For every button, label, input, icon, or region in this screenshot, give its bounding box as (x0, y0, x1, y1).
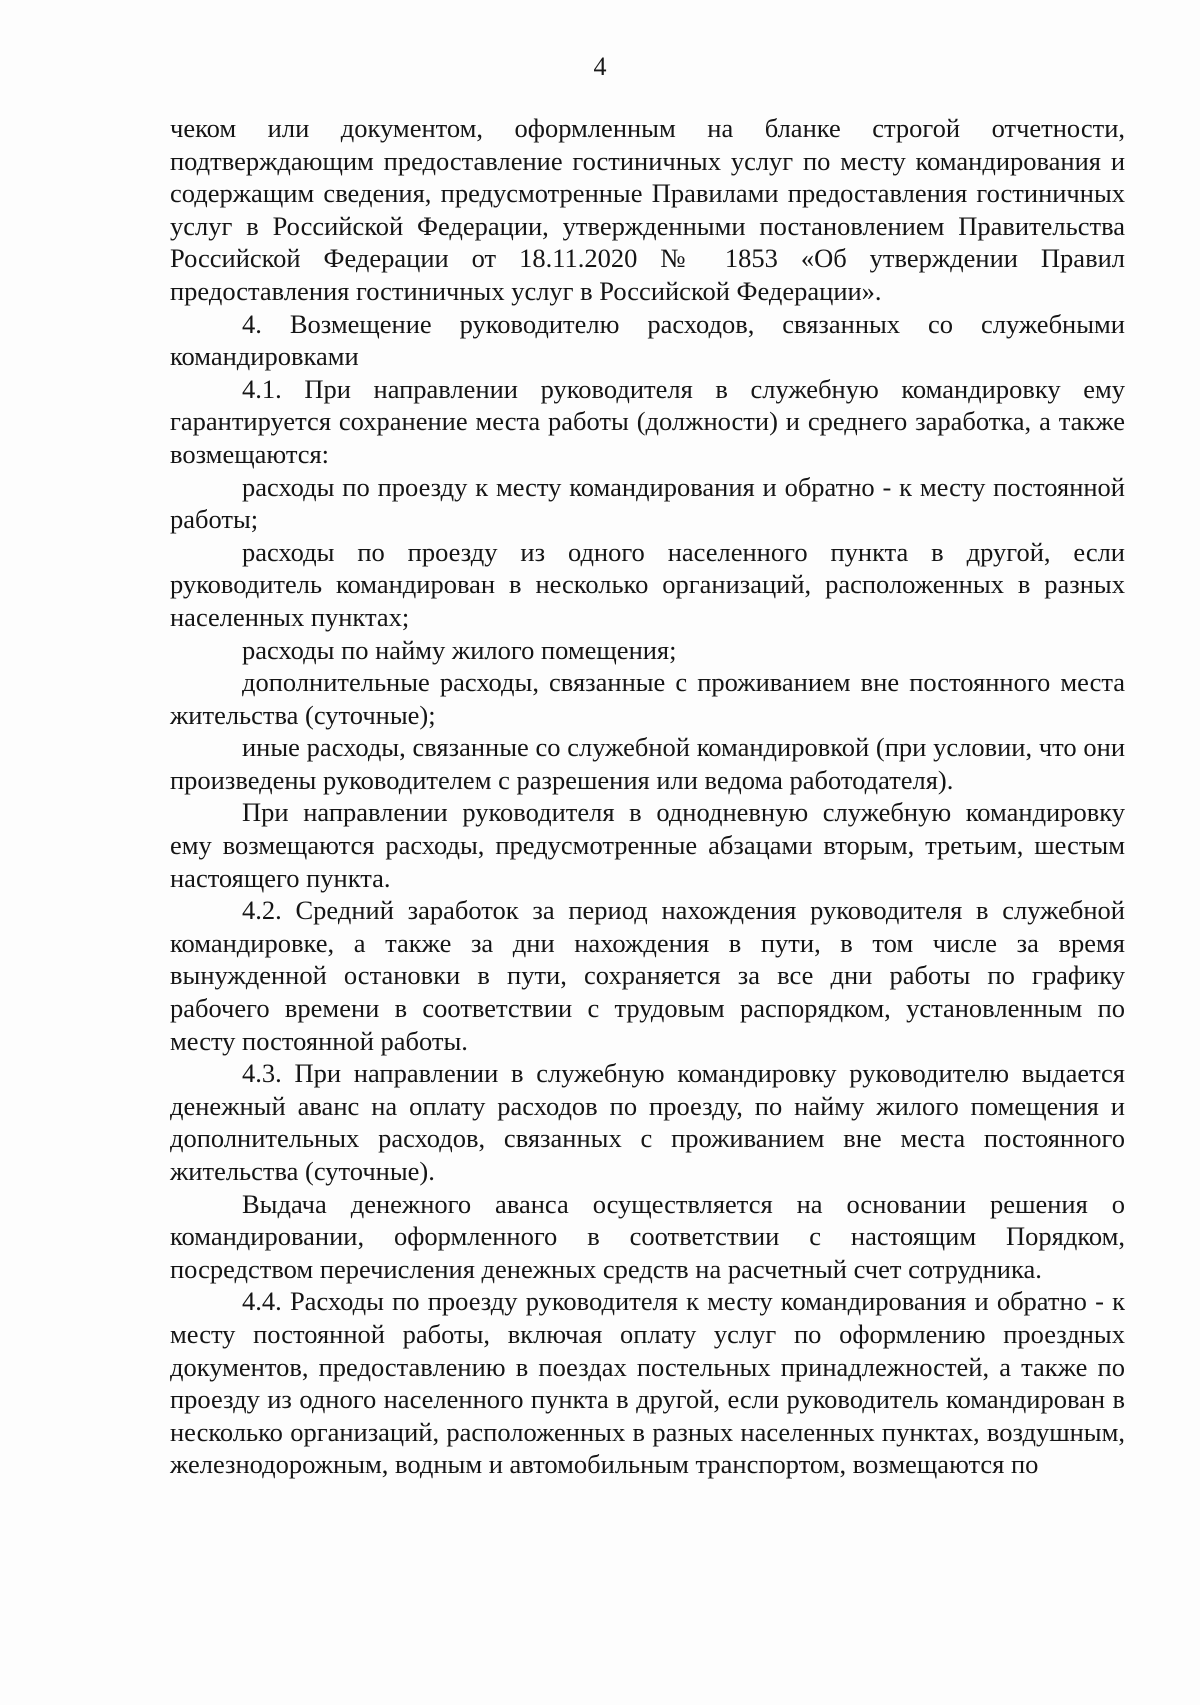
section-4-heading: 4. Возмещение руководителю расходов, связанных со служебными командировками (170, 308, 1125, 372)
page-number: 4 (593, 52, 607, 81)
list-item-housing: расходы по найму жилого помещения; (242, 634, 677, 665)
paragraph-4-3: 4.3. При направлении в служебную командировку руководителю выдается денежный аванс на оплату расходов по проезду, по найму жилого помещения и дополнительных расходов, связанных с проживанием вне места постоянного жительства (суточные). (170, 1058, 1125, 1186)
paragraph-4-2: 4.2. Средний заработок за период нахождения руководителя в служебной командировке, а также за дни нахождения в пути, в том числе за время вынужденной остановки в пути, сохраняется за все дни работы по графику рабочего времени в соответствии с трудовым распорядком, установленным по месту постоянной работы. (170, 895, 1125, 1056)
list-item-per-diem: дополнительные расходы, связанные с проживанием вне постоянного места жительства (суточные); (170, 667, 1125, 730)
list-item-intercity-travel: расходы по проезду из одного населенного пункта в другой, если руководитель командирован в несколько организаций, расположенных в разных населенных пунктах; (170, 536, 1125, 632)
paragraph-4-1: 4.1. При направлении руководителя в служебную командировку ему гарантируется сохранение места работы (должности) и среднего заработка, а также возмещаются: (170, 373, 1125, 469)
list-item-other-expenses: иные расходы, связанные со служебной командировкой (при условии, что они произведены руководителем с разрешения или ведома работодателя). (170, 732, 1125, 795)
list-item-travel-expenses: расходы по проезду к месту командирования и обратно - к месту постоянной работы; (170, 471, 1125, 535)
paragraph-one-day-trip: При направлении руководителя в однодневную служебную командировку ему возмещаются расходы, предусмотренные абзацами вторым, третьим, шестым настоящего пункта. (170, 797, 1125, 893)
paragraph-advance-payment: Выдача денежного аванса осуществляется на основании решения о командировании, оформленного в соответствии с настоящим Порядком, посредством перечисления денежных средств на расчетный счет сотрудника. (170, 1188, 1125, 1284)
paragraph-4-4: 4.4. Расходы по проезду руководителя к месту командирования и обратно - к месту постоянной работы, включая оплату услуг по оформлению проездных документов, предоставлению в поездах постельных принадлежностей, а также по проезду из одного населенного пункта в другой, если руководитель командирован в несколько организаций, расположенных в разных населенных пунктах, воздушным, железнодорожным, водным и автомобильным транспортом, возмещаются по (170, 1286, 1125, 1480)
document-body (170, 112, 1125, 1481)
paragraph-hotel-receipt: чеком или документом, оформленным на бланке строгой отчетности, подтверждающим предоставление гостиничных услуг по месту командирования и содержащим сведения, предусмотренные Правилами предоставления гостиничных услуг в Российской Федерации, утвержденными постановлением Правительства Российской Федерации от 18.11.2020 № 1853 «Об утверждении Правил предоставления гостиничных услуг в Российской Федерации». (170, 113, 1125, 306)
